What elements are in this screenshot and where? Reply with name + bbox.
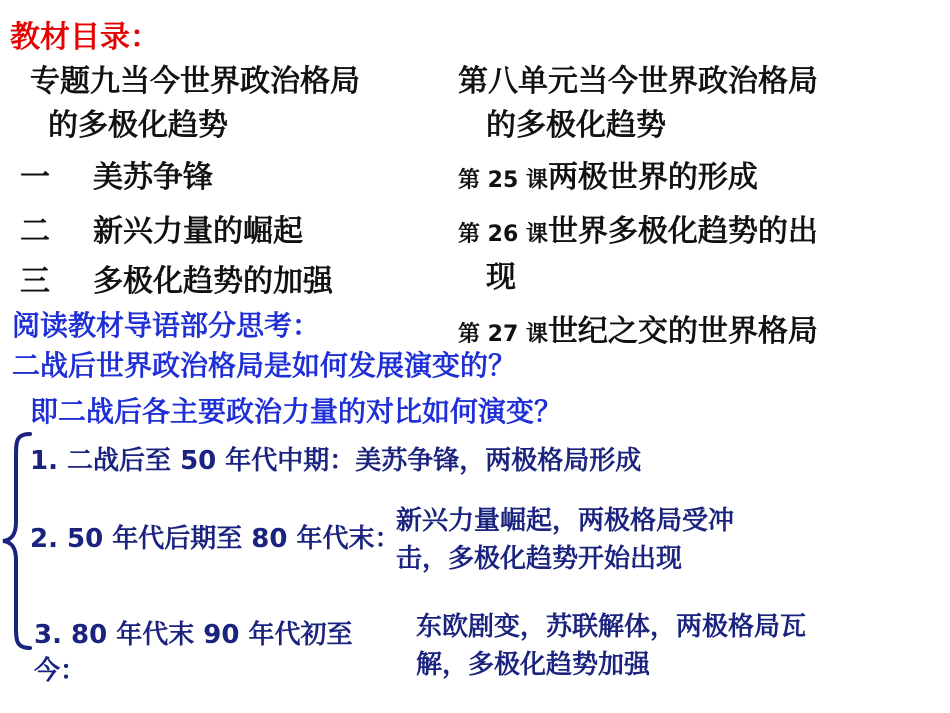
lesson-title: 世界多极化趋势的出	[547, 214, 818, 249]
lesson-title: 两极世界的形成	[547, 160, 758, 195]
curly-brace-icon	[0, 430, 34, 652]
topic-title-line1: 专题九当今世界政治格局	[30, 64, 360, 99]
stage-3-desc-line2: 解，多极化趋势加强	[416, 650, 651, 680]
stage-2-desc-line1: 新兴力量崛起，两极格局受冲	[396, 506, 735, 536]
toc-item-label: 美苏争锋	[93, 160, 213, 195]
unit-title-line2: 的多极化趋势	[486, 108, 666, 143]
stage-3-desc-line1: 东欧剧变，苏联解体，两极格局瓦	[416, 612, 807, 642]
question-1: 二战后世界政治格局是如何发展演变的？	[12, 349, 517, 382]
lesson-row	[458, 152, 758, 196]
stage-3-period-line2: 今：	[34, 656, 87, 686]
lesson-number: 第 26 课	[458, 222, 548, 247]
stage-1: 1. 二战后至 50 年代中期：美苏争锋，两极格局形成	[30, 446, 642, 476]
lesson-number: 第 27 课	[458, 322, 548, 347]
toc-item-label: 新兴力量的崛起	[93, 214, 303, 249]
toc-item-num: 一	[20, 160, 50, 195]
stage-3-period-line1: 3. 80 年代末 90 年代初至	[34, 620, 353, 650]
unit-title-line1: 第八单元当今世界政治格局	[458, 64, 818, 99]
page-title: 教材目录：	[10, 20, 160, 55]
reading-prompt: 阅读教材导语部分思考：	[12, 309, 321, 342]
toc-item-label: 多极化趋势的加强	[93, 264, 333, 299]
toc-item-num: 二	[20, 214, 50, 249]
lesson-row	[458, 206, 818, 250]
lesson-title-cont: 现	[486, 260, 516, 295]
stage-2-period: 2. 50 年代后期至 80 年代末：	[30, 524, 401, 554]
toc-item-num: 三	[20, 264, 50, 299]
question-2: 即二战后各主要政治力量的对比如何演变？	[30, 395, 563, 428]
lesson-number: 第 25 课	[458, 168, 548, 193]
stage-2-desc-line2: 击，多极化趋势开始出现	[396, 544, 683, 574]
lesson-title: 世纪之交的世界格局	[547, 314, 818, 349]
topic-title-line2: 的多极化趋势	[48, 108, 228, 143]
